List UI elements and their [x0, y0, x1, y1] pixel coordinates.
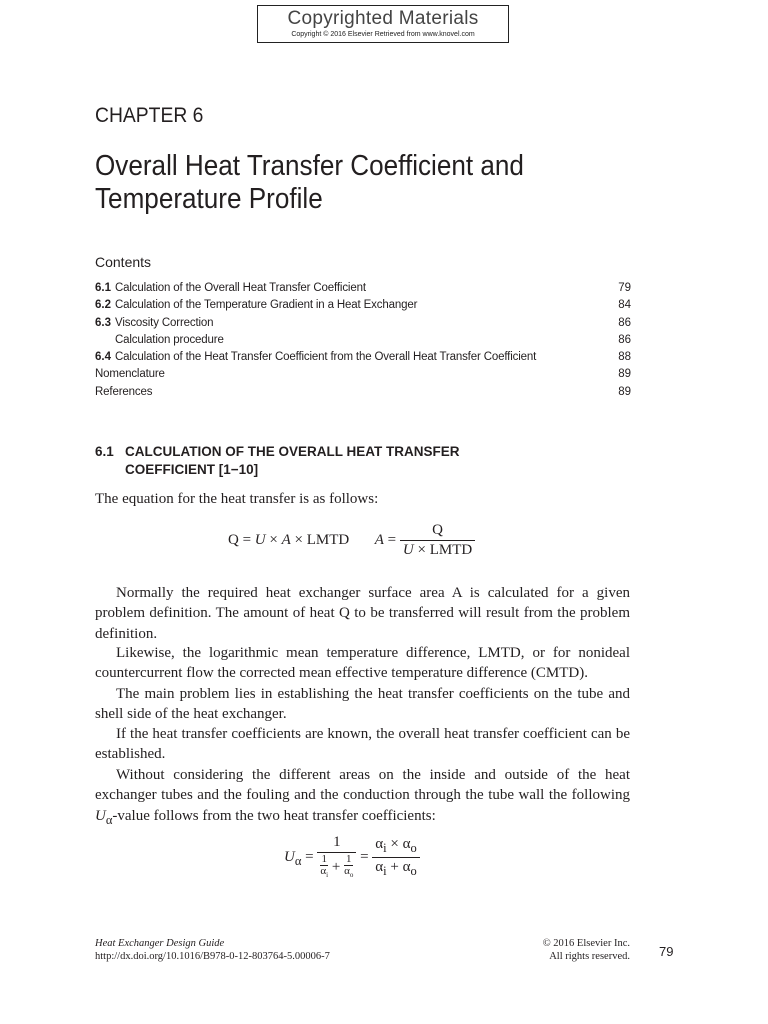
eq3-small1-sub: i [326, 871, 329, 880]
eq3-small1-den [320, 865, 328, 881]
toc-item-text: Calculation procedure [115, 333, 224, 346]
eq3-small2-alpha: α [344, 865, 350, 877]
eq3-right-denominator [372, 857, 419, 879]
eq3-r-den-sub2: o [410, 864, 417, 879]
toc-item-text: Nomenclature [95, 368, 165, 381]
toc-item-page: 89 [618, 385, 631, 398]
eq1-u: U [254, 532, 266, 548]
section-number: 6.1 [95, 444, 114, 459]
eq2-denominator [400, 540, 475, 559]
eq3-lhs-sub: α [294, 854, 302, 869]
chapter-title [95, 150, 599, 216]
eq3-small2-num: 1 [345, 853, 352, 865]
footer-copyright: © 2016 Elsevier Inc. [542, 938, 630, 949]
eq2-lhs: A [374, 531, 384, 548]
chapter-label: CHAPTER 6 [95, 104, 204, 127]
chapter-title-line1: Overall Heat Transfer Coefficient and [95, 150, 524, 182]
eq3-r-num-times: × α [386, 836, 411, 853]
toc-item-text: References [95, 385, 153, 398]
eq3-fraction-right [372, 836, 419, 879]
eq3-r-num-sub1: i [383, 841, 387, 856]
eq3-equals1: = [301, 849, 318, 866]
footer-right [543, 937, 630, 963]
toc-item[interactable] [95, 384, 631, 401]
equation-q-lmtd [228, 532, 349, 549]
section-title-line1: CALCULATION OF THE OVERALL HEAT TRANSFER [125, 444, 460, 459]
eq3-numerator: 1 [333, 834, 341, 850]
stamp-title: Copyrighted Materials [287, 8, 479, 29]
section-heading [95, 443, 615, 479]
eq3-plus: + [331, 859, 341, 876]
toc-item-text: Calculation of the Temperature Gradient in a Heat Exchanger [115, 299, 418, 312]
footer-rights: All rights reserved. [549, 951, 630, 962]
eq3-small-fraction-2 [344, 854, 353, 881]
stamp-subtitle: Copyright © 2016 Elsevier Retrieved from www.knovel.com [291, 31, 475, 38]
toc-item-page: 86 [618, 333, 631, 346]
eq3-small2-den [344, 865, 353, 881]
toc-item[interactable] [95, 349, 631, 366]
toc-item-page: 79 [618, 282, 631, 294]
toc-item[interactable] [95, 297, 631, 314]
eq1-rest: × LMTD [290, 532, 350, 548]
toc-item[interactable] [95, 366, 631, 383]
paragraph-5-end: -value follows from the two heat transfer coefficients: [112, 807, 436, 824]
equation-u-alpha [284, 834, 420, 881]
eq1-times: × [265, 532, 282, 548]
paragraph-5-var: U [95, 807, 106, 824]
toc-item-page: 88 [618, 351, 631, 364]
footer-book-title: Heat Exchanger Design Guide [95, 938, 225, 949]
eq2-numerator: Q [432, 522, 443, 538]
toc-item[interactable] [95, 315, 631, 332]
eq3-r-den-sub1: i [383, 864, 387, 879]
eq2-equals: = [383, 531, 400, 548]
intro-paragraph: The equation for the heat transfer is as follows: [95, 491, 379, 507]
eq3-fraction-left [317, 834, 356, 881]
paragraph-1-text: Normally the required heat exchanger surface area A is calculated for a given problem definition. The amount of heat Q to be transferred will result from the problem definition. [95, 585, 630, 642]
toc-item-number: 6.2 [95, 299, 111, 312]
paragraph-5-start: Without considering the different areas on the inside and outside of the heat exchanger tubes and the fouling and the conduction through the tube wall the following [95, 767, 630, 804]
eq3-r-den-plus: + α [386, 859, 411, 876]
eq2-den-rest: × LMTD [413, 542, 473, 558]
eq3-small1-num: 1 [321, 853, 327, 865]
eq3-equals2: = [360, 849, 373, 866]
chapter-title-line2: Temperature Profile [95, 183, 323, 215]
footer-doi-link[interactable]: http://dx.doi.org/10.1016/B978-0-12-803764-5.00006-7 [95, 951, 330, 962]
paragraph-3: The main problem lies in establishing the heat transfer coefficients on the tube and shell side of the heat exchanger. [95, 686, 630, 723]
paragraph-5 [95, 765, 630, 830]
eq3-small1-alpha: α [320, 865, 327, 877]
eq1-lhs: Q = [228, 532, 255, 548]
eq3-right-numerator [372, 836, 419, 857]
eq2-fraction [400, 522, 475, 559]
toc-item-page: 84 [618, 299, 631, 312]
table-of-contents [95, 280, 631, 401]
toc-item[interactable] [95, 280, 631, 297]
copyright-stamp [257, 5, 509, 43]
eq3-small-fraction-1 [320, 854, 328, 881]
toc-item-number: 6.4 [95, 351, 111, 364]
eq3-r-num-alpha: α [375, 836, 384, 853]
paragraph-4: If the heat transfer coefficients are known, the overall heat transfer coefficient can be established. [95, 726, 630, 763]
toc-item-text: Calculation of the Heat Transfer Coefficient from the Overall Heat Transfer Coefficient [115, 351, 537, 364]
section-title-line2: COEFFICIENT [1−10] [125, 462, 259, 477]
toc-item-number: 6.1 [95, 282, 111, 294]
eq3-lhs: U [284, 849, 295, 866]
toc-item-page: 86 [618, 316, 631, 329]
toc-item-text: Calculation of the Overall Heat Transfer Coefficient [115, 282, 366, 294]
eq3-r-num-sub2: o [410, 841, 417, 856]
paragraph-2: Likewise, the logarithmic mean temperature difference, LMTD, or for nonideal countercurrent flow the corrected mean effective temperature difference (CMTD). [95, 645, 630, 682]
paragraph-5-sub: α [105, 812, 113, 827]
eq3-denominator [317, 852, 356, 881]
toc-item-page: 89 [618, 368, 631, 381]
eq1-a: A [281, 532, 291, 548]
toc-item[interactable] [95, 332, 631, 349]
contents-heading: Contents [95, 254, 152, 270]
toc-item-text: Viscosity Correction [115, 316, 214, 329]
toc-item-number: 6.3 [95, 316, 111, 329]
eq2-den-u: U [402, 542, 414, 558]
footer-left [95, 937, 330, 963]
eq3-r-den-alpha: α [375, 859, 384, 876]
page-number: 79 [659, 944, 674, 959]
equation-heat-transfer [228, 522, 475, 559]
paragraph-1 [95, 583, 630, 644]
eq3-small2-sub: o [349, 871, 354, 880]
